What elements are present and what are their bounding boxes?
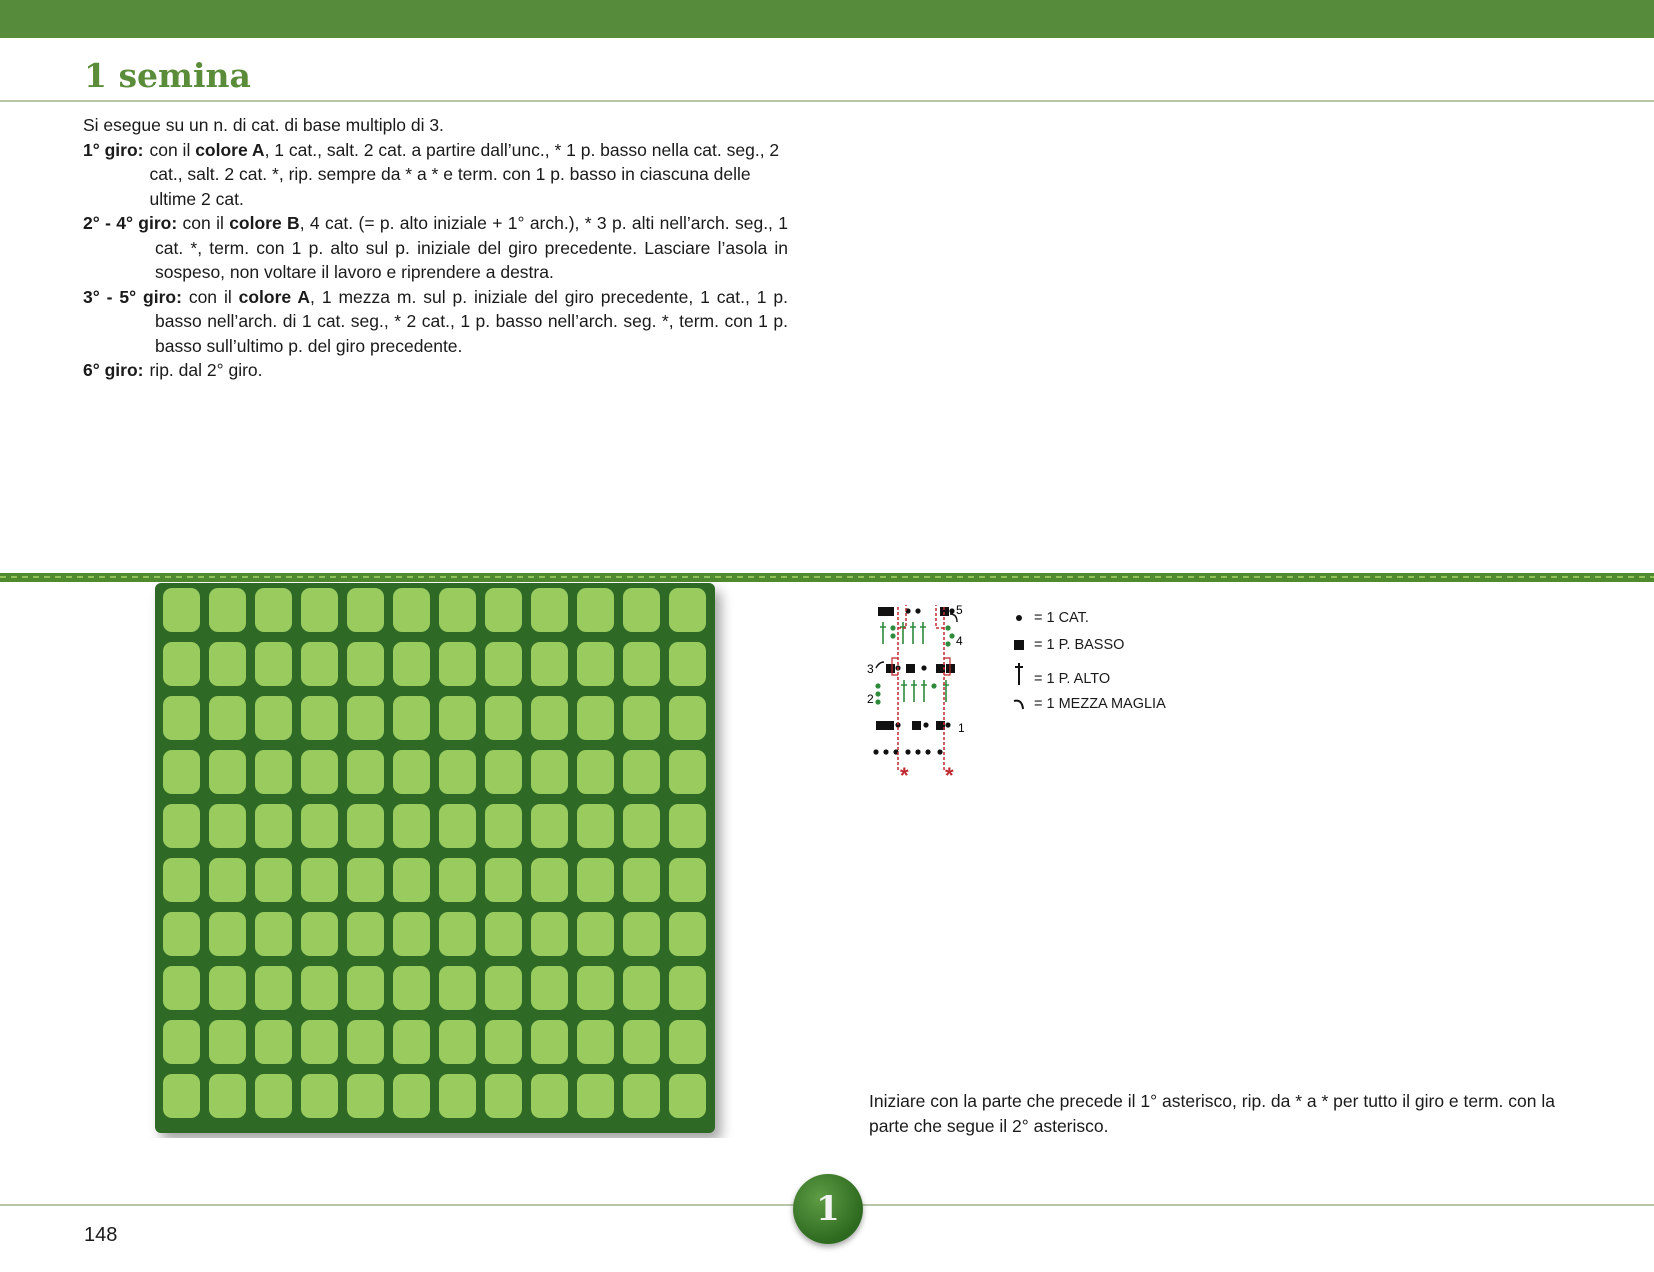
stitch-cluster [301, 750, 338, 794]
stitch-cluster [439, 696, 476, 740]
stitch-cluster [439, 642, 476, 686]
stitch-cluster [531, 696, 568, 740]
crochet-swatch-photo [145, 578, 745, 1138]
symbol-legend [1008, 604, 1166, 717]
square-icon [1008, 639, 1030, 651]
chain-mark [945, 625, 950, 630]
step-row-3 [83, 285, 788, 359]
stitch-cluster [439, 588, 476, 632]
stitch-cluster [163, 642, 200, 686]
double-crochet-mark [880, 622, 886, 644]
stitch-cluster [347, 750, 384, 794]
stitch-cluster [301, 1074, 338, 1118]
stitch-cluster [163, 1020, 200, 1064]
intro-text: Si esegue su un n. di cat. di base multiplo di 3. [83, 115, 444, 135]
single-crochet-mark [912, 721, 921, 730]
stitch-cluster [577, 696, 614, 740]
stitch-cluster [577, 966, 614, 1010]
stitch-cluster [623, 588, 660, 632]
stitch-cluster [485, 912, 522, 956]
legend-text: = 1 CAT. [1034, 609, 1089, 626]
stitch-cluster [485, 642, 522, 686]
stitch-cluster [255, 1074, 292, 1118]
stitch-cluster [577, 912, 614, 956]
chain-mark [949, 633, 954, 638]
stitch-cluster [301, 696, 338, 740]
step-color-name: colore A [238, 286, 311, 307]
row-number-4: 4 [956, 634, 963, 648]
stitch-cluster [393, 858, 430, 902]
stitch-cluster [531, 912, 568, 956]
stitch-cluster [163, 966, 200, 1010]
stitch-cluster [163, 588, 200, 632]
top-color-band [0, 0, 1654, 38]
legend-text: = 1 MEZZA MAGLIA [1034, 695, 1166, 712]
stitch-cluster [347, 588, 384, 632]
stitch-cluster [669, 1020, 706, 1064]
chain-dot-icon [1008, 614, 1030, 622]
crochet-diagram [860, 600, 970, 785]
stitch-cluster [577, 642, 614, 686]
stitch-cluster [531, 588, 568, 632]
stitch-cluster [669, 858, 706, 902]
stitch-cluster [255, 966, 292, 1010]
stitch-cluster [531, 642, 568, 686]
double-crochet-mark [901, 680, 907, 702]
stitch-cluster [623, 1020, 660, 1064]
step-label: 6° giro: [83, 360, 144, 380]
step-color-name: colore A [195, 139, 265, 160]
row-number-1: 1 [958, 721, 965, 735]
stitch-cluster [439, 1074, 476, 1118]
stitch-cluster [485, 858, 522, 902]
double-crochet-mark [921, 680, 927, 702]
stitch-cluster [669, 912, 706, 956]
step-row-1 [83, 138, 788, 212]
chain-mark [945, 641, 950, 646]
stitch-cluster [485, 1074, 522, 1118]
page-title: 1 semina [84, 56, 251, 95]
title-divider [0, 100, 1654, 102]
stitch-cluster [393, 804, 430, 848]
stitch-cluster [393, 912, 430, 956]
step-text-post: , 1 cat., salt. 2 cat. a partire dall’unc., * 1 p. basso nella cat. seg., 2 cat., salt. 2 cat. *, rip. sempre da * a * e term. con 1 p. basso in ciascuna delle ultime 2 cat. [149, 139, 780, 209]
stitch-cluster [209, 858, 246, 902]
stitch-cluster [163, 696, 200, 740]
stitch-cluster [393, 1020, 430, 1064]
stitch-cluster [485, 696, 522, 740]
stitch-cluster [531, 858, 568, 902]
single-crochet-mark [885, 721, 894, 730]
stitch-cluster [531, 1074, 568, 1118]
step-row-2 [83, 211, 788, 285]
step-label: 2° - 4° giro: [83, 213, 178, 233]
stitch-cluster [485, 750, 522, 794]
chain-mark [921, 665, 926, 670]
row-number-5: 5 [956, 603, 963, 617]
stitch-cluster [347, 696, 384, 740]
stitch-cluster [393, 588, 430, 632]
stitch-cluster [163, 858, 200, 902]
stitch-cluster [669, 642, 706, 686]
stitch-cluster [623, 804, 660, 848]
stitch-cluster [163, 912, 200, 956]
stitch-cluster [301, 912, 338, 956]
stitch-cluster [439, 912, 476, 956]
stitch-cluster [485, 966, 522, 1010]
stitch-cluster [531, 1020, 568, 1064]
chain-mark [937, 749, 942, 754]
chain-mark [883, 749, 888, 754]
stitch-cluster [393, 750, 430, 794]
chain-mark [915, 608, 920, 613]
stitch-cluster [439, 804, 476, 848]
stitch-cluster [623, 966, 660, 1010]
stitch-cluster [439, 966, 476, 1010]
stitch-cluster [209, 696, 246, 740]
chain-mark [875, 683, 880, 688]
chain-mark [949, 608, 954, 613]
stitch-cluster [301, 1020, 338, 1064]
stitch-cluster [393, 966, 430, 1010]
legend-text: = 1 P. ALTO [1034, 671, 1111, 687]
stitch-cluster [301, 642, 338, 686]
stitch-cluster [163, 804, 200, 848]
stitch-cluster [347, 1020, 384, 1064]
chain-mark [925, 749, 930, 754]
stitch-cluster [301, 858, 338, 902]
stitch-cluster [209, 1020, 246, 1064]
stitch-cluster [669, 588, 706, 632]
chain-mark [931, 683, 936, 688]
stitch-cluster [623, 912, 660, 956]
chain-mark [875, 691, 880, 696]
stitch-cluster [255, 588, 292, 632]
step-text-pre: con il [177, 213, 230, 233]
chain-mark [890, 633, 895, 638]
chain-mark [890, 625, 895, 630]
stitch-cluster [669, 696, 706, 740]
stitch-cluster [531, 750, 568, 794]
slip-stitch-mark [876, 662, 884, 668]
single-crochet-mark [886, 664, 895, 673]
stitch-cluster [439, 750, 476, 794]
stitch-cluster [669, 966, 706, 1010]
single-crochet-mark [885, 607, 894, 616]
stitch-cluster [439, 858, 476, 902]
stitch-cluster [255, 858, 292, 902]
dagger-icon [1008, 662, 1030, 686]
chain-mark [873, 749, 878, 754]
stitch-cluster [485, 1020, 522, 1064]
stitch-cluster [623, 1074, 660, 1118]
stitch-cluster [347, 1074, 384, 1118]
legend-row [1008, 604, 1166, 631]
stitch-cluster [255, 696, 292, 740]
step-text-pre: con il [149, 139, 196, 160]
instructions-block [83, 113, 788, 383]
stitch-cluster [439, 1020, 476, 1064]
step-text-pre: con il [181, 286, 239, 307]
step-color-name: colore B [229, 213, 300, 233]
stitch-cluster [577, 804, 614, 848]
chain-mark [923, 722, 928, 727]
stitch-cluster [163, 750, 200, 794]
page-number: 148 [84, 1224, 118, 1246]
stitch-cluster [209, 642, 246, 686]
stitch-cluster [669, 804, 706, 848]
stitch-cluster [531, 966, 568, 1010]
stitch-cluster [577, 858, 614, 902]
stitch-cluster [485, 804, 522, 848]
step-text [149, 138, 788, 212]
stitch-cluster [209, 1074, 246, 1118]
step-text-post: , 1 mezza m. sul p. iniziale del giro precedente, 1 cat., 1 p. basso nell’arch. di 1 cat. seg., * 2 cat., 1 p. basso nell’arch. seg. *, term. con 1 p. basso sull’ultimo p. del giro precedente. [155, 286, 788, 356]
repeat-note: Iniziare con la parte che precede il 1° asterisco, rip. da * a * per tutto il giro e term. con la parte che segue il 2° asterisco. [869, 1091, 1555, 1136]
asterisk-left: * [900, 763, 909, 785]
stitch-cluster [209, 912, 246, 956]
stitch-cluster [301, 804, 338, 848]
single-crochet-mark [906, 664, 915, 673]
stitch-cluster [301, 588, 338, 632]
stitch-cluster [577, 1074, 614, 1118]
stitch-cluster [669, 750, 706, 794]
stitch-cluster [209, 804, 246, 848]
stitch-cluster [209, 750, 246, 794]
stitch-cluster [255, 912, 292, 956]
stitch-cluster [163, 1074, 200, 1118]
row-number-3: 3 [867, 662, 874, 676]
step-text-post: , 4 cat. (= p. alto iniziale + 1° arch.), * 3 p. alti nell’arch. seg., 1 cat. *, term. con 1 p. alto sul p. iniziale del giro precedente. Lasciare l’asola in sospeso, non voltare il lavoro e riprendere a destra. [155, 213, 788, 282]
stitch-cluster [393, 642, 430, 686]
stitch-cluster [623, 696, 660, 740]
step-row-4 [83, 358, 788, 383]
stitch-cluster [485, 588, 522, 632]
chain-mark [875, 699, 880, 704]
legend-row [1008, 690, 1166, 717]
stitch-cluster [347, 912, 384, 956]
stitch-cluster [347, 858, 384, 902]
chain-mark [945, 722, 950, 727]
stitch-cluster [393, 1074, 430, 1118]
stitch-cluster [301, 966, 338, 1010]
stitch-cluster [623, 858, 660, 902]
stitch-cluster [393, 696, 430, 740]
stitch-cluster [255, 1020, 292, 1064]
step-text: rip. dal 2° giro. [149, 360, 263, 380]
single-crochet-mark [876, 721, 885, 730]
double-crochet-mark [910, 622, 916, 644]
stitch-cluster [669, 1074, 706, 1118]
legend-text: = 1 P. BASSO [1034, 636, 1125, 653]
stitch-cluster [255, 804, 292, 848]
difficulty-badge [793, 1174, 863, 1244]
step-label: 3° - 5° giro: [83, 286, 182, 307]
stitch-cluster [255, 642, 292, 686]
chain-mark [915, 749, 920, 754]
stitch-cluster [347, 966, 384, 1010]
stitch-cluster [531, 804, 568, 848]
asterisk-right: * [945, 763, 954, 785]
stitch-cluster [623, 642, 660, 686]
legend-row [1008, 658, 1166, 690]
stitch-cluster [209, 588, 246, 632]
step-label: 1° giro: [83, 139, 144, 160]
row-number-2: 2 [867, 692, 874, 706]
stitch-cluster [623, 750, 660, 794]
stitch-cluster [255, 750, 292, 794]
legend-row [1008, 631, 1166, 658]
chain-mark [905, 749, 910, 754]
stitch-cluster [577, 1020, 614, 1064]
stitch-cluster [577, 588, 614, 632]
stitch-cluster [209, 966, 246, 1010]
stitch-cluster [577, 750, 614, 794]
badge-number: 1 [816, 1189, 840, 1229]
repeat-bracket-right [936, 605, 944, 770]
double-crochet-mark [911, 680, 917, 702]
stitch-cluster [347, 804, 384, 848]
hook-icon [1008, 697, 1030, 711]
double-crochet-mark [900, 622, 906, 644]
double-crochet-mark [920, 622, 926, 644]
stitch-cluster [347, 642, 384, 686]
